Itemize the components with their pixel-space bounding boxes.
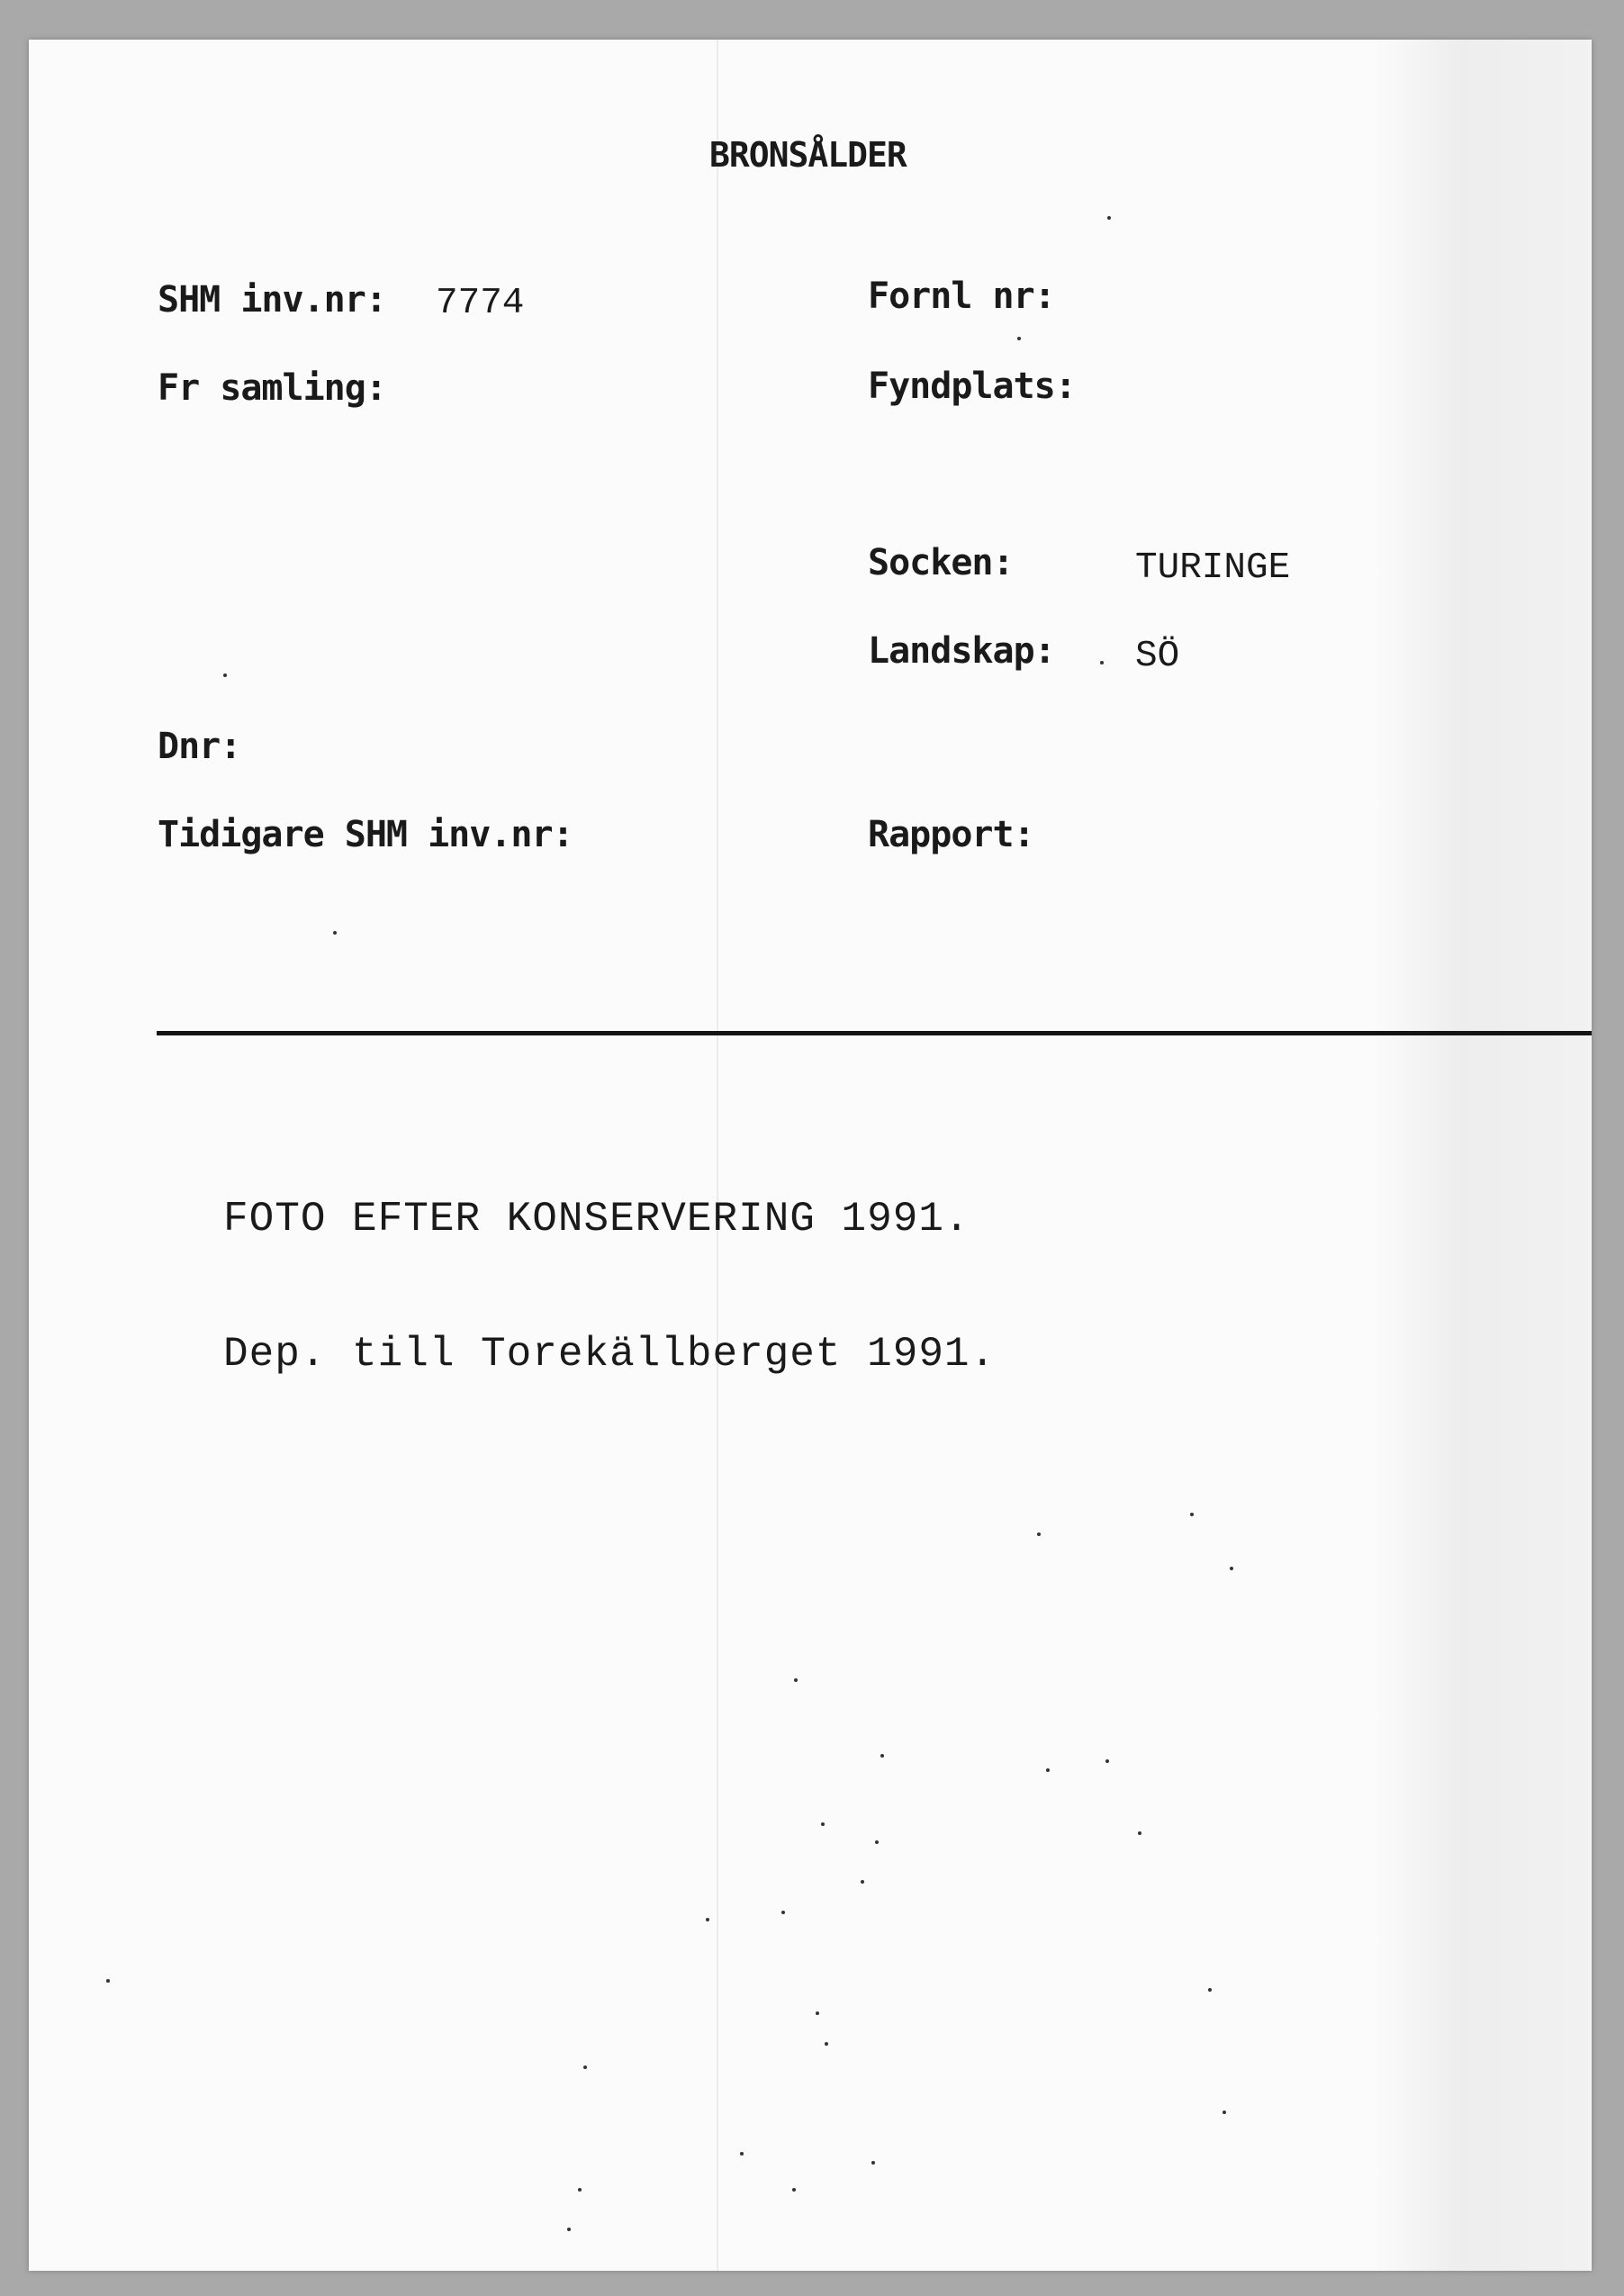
note-deposition: Dep. till Torekällberget 1991. <box>223 1331 997 1378</box>
card-heading: BRONSÅLDER <box>709 135 907 175</box>
dnr-label: Dnr: <box>158 726 241 767</box>
note-foto: FOTO EFTER KONSERVERING 1991. <box>223 1196 970 1243</box>
divider-rule <box>157 1031 1592 1035</box>
fornl-nr-label: Fornl nr: <box>868 276 1055 317</box>
fr-samling-label: Fr samling: <box>158 367 386 409</box>
center-fold-line <box>717 40 718 2271</box>
fyndplats-label: Fyndplats: <box>868 366 1076 407</box>
socken-value: TURINGE <box>1135 547 1291 589</box>
bleed-through-shadow <box>1375 40 1591 2271</box>
shm-inv-value: 7774 <box>436 283 525 324</box>
shm-inv-label: SHM inv.nr: <box>158 279 386 321</box>
tidigare-shm-inv-label: Tidigare SHM inv.nr: <box>158 814 573 855</box>
landskap-label: Landskap: <box>868 630 1055 672</box>
catalog-card <box>29 40 1592 2271</box>
landskap-value: SÖ <box>1135 636 1180 677</box>
socken-label: Socken: <box>868 542 1014 583</box>
rapport-label: Rapport: <box>868 814 1034 855</box>
